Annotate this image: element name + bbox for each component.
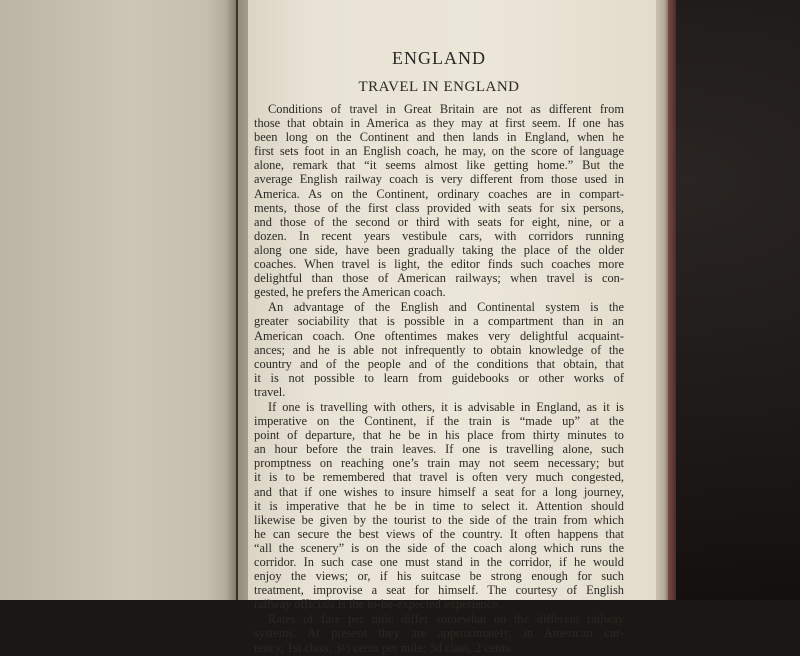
text-line: alone, remark that “it seems almost like getting home.” But the bbox=[254, 158, 624, 173]
text-line: along one side, have been gradually taking the place of the older bbox=[254, 242, 624, 257]
text-line: point of departure, that he be in his place from thirty minutes to bbox=[254, 428, 624, 443]
text-line: coaches. When travel is light, the editor finds such coaches more bbox=[254, 257, 624, 272]
text-line: An advantage of the English and Continental system is the bbox=[268, 300, 624, 315]
text-line: systems. At present they are approximately, in American cur- bbox=[254, 626, 624, 641]
paragraph-4 bbox=[254, 612, 624, 654]
text-line: it is not possible to learn from guidebooks or other works of bbox=[254, 370, 624, 385]
text-line: treatment, improvise a seat for himself. The courtesy of English bbox=[254, 583, 624, 598]
text-line: an hour before the train leaves. If one is travelling alone, such bbox=[254, 442, 624, 457]
page-text bbox=[254, 38, 624, 656]
text-line: delightful than those of American railways; when travel is con- bbox=[254, 271, 624, 286]
text-line: corridor. In such case one must stand in the corridor, if he would bbox=[254, 555, 624, 569]
text-line: American coach. One oftentimes makes very delightful acquaint- bbox=[254, 328, 624, 343]
book-cover-edge bbox=[668, 0, 676, 600]
left-page bbox=[0, 0, 236, 600]
text-line: Rates of fare per mile differ somewhat on the different railway bbox=[268, 612, 624, 627]
text-line: travel. bbox=[254, 384, 286, 399]
paragraph-1 bbox=[254, 102, 624, 299]
section-title: TRAVEL IN ENGLAND bbox=[358, 79, 520, 95]
text-line: first sets foot in an English coach, he may, on the score of language bbox=[254, 144, 624, 159]
text-line: those that obtain in America as they may at first seem. If one has bbox=[254, 116, 624, 131]
text-line: greater sociability that is possible in a compartment than in an bbox=[254, 314, 624, 329]
text-line: it is imperative that he be in time to select it. Attention should bbox=[254, 498, 624, 513]
text-line: “all the scenery” is on the side of the coach along which runs the bbox=[254, 540, 624, 555]
text-line: ances; and he is able not infrequently to obtain knowledge of the bbox=[254, 342, 624, 357]
text-line: country and of the people and of the conditions that obtain, that bbox=[254, 356, 624, 371]
text-line: likewise be given by the tourist to the side of the train from which bbox=[254, 512, 624, 527]
text-line: If one is travelling with others, it is advisable in England, as it is bbox=[268, 399, 624, 414]
text-line: imperative on the Continent, if the train is “made up” at the bbox=[254, 414, 624, 429]
book-gutter bbox=[226, 0, 248, 600]
text-line: dozen. In recent years vestibule cars, with corridors running bbox=[254, 228, 624, 243]
text-line: been long on the Continent and then lands in England, when he bbox=[254, 130, 624, 145]
text-line: and that if one wishes to insure himself a seat for a long journey, bbox=[254, 484, 624, 499]
text-line: he can secure the best views of the country. It often happens that bbox=[254, 526, 624, 541]
text-line: ments, those of the first class provided with seats for six persons, bbox=[254, 200, 624, 215]
page-heading: ENGLAND bbox=[392, 48, 486, 68]
text-line: promptness on reaching one’s train may not seem necessary; but bbox=[254, 456, 624, 471]
text-line: and those of the second or third with seats for eight, nine, or a bbox=[254, 214, 624, 229]
text-line: gested, he prefers the American coach. bbox=[254, 285, 446, 300]
text-line: rency, 1st class, 3½ cents per mile; 3d class, 2 cents. bbox=[254, 640, 513, 655]
text-line: Conditions of travel in Great Britain are not as different from bbox=[268, 102, 624, 116]
paragraph-2 bbox=[254, 300, 624, 399]
paragraph-3 bbox=[254, 400, 624, 611]
text-line: average English railway coach is very different from those used in bbox=[254, 172, 624, 187]
text-line: it is to be remembered that travel is often very much congested, bbox=[254, 470, 624, 485]
text-line: enjoy the views; or, if his suitcase be strong enough for such bbox=[254, 569, 624, 584]
text-line: railway officials is the to-be-expected experience. bbox=[254, 597, 501, 612]
text-line: America. As on the Continent, ordinary coaches are in compart- bbox=[254, 186, 624, 201]
